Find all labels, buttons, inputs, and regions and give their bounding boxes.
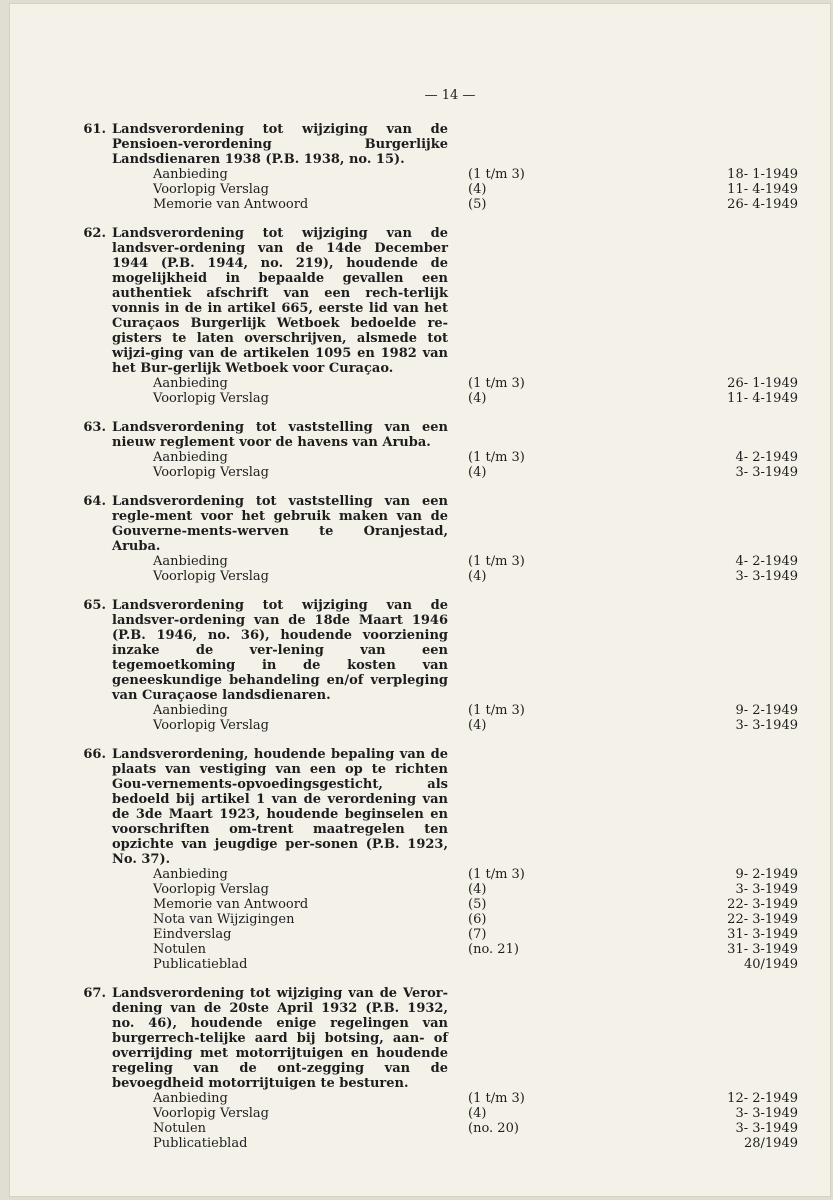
entry-heading: [10, 122, 830, 167]
document-date: 4- 2-1949: [735, 450, 798, 465]
document-label: Voorlopig Verslag: [153, 718, 269, 733]
document-label: Aanbieding: [153, 1091, 228, 1106]
document-row: [10, 465, 830, 480]
document-date: 28/1949: [743, 1136, 798, 1151]
entry-number: 63.: [83, 420, 106, 435]
document-label: Nota van Wijzigingen: [153, 912, 295, 927]
document-row: [10, 391, 830, 406]
entry-number: 64.: [83, 494, 106, 509]
document-page: [10, 4, 830, 1196]
list-item: [10, 226, 830, 406]
document-date: 11- 4-1949: [727, 391, 798, 406]
document-reference: [468, 1136, 588, 1151]
document-reference: (4): [468, 465, 487, 480]
document-reference: (1 t/m 3): [468, 703, 525, 718]
document-reference: (1 t/m 3): [468, 867, 525, 882]
document-row: [10, 182, 830, 197]
document-label: Memorie van Antwoord: [153, 197, 309, 212]
document-label: Voorlopig Verslag: [153, 182, 269, 197]
document-reference: (4): [468, 1106, 487, 1121]
page-number: — 14 —: [424, 88, 476, 103]
document-row: [10, 882, 830, 897]
document-row: [10, 167, 830, 182]
entry-number: 61.: [83, 122, 106, 137]
document-label: Publicatieblad: [153, 957, 248, 972]
entries-list: [10, 122, 830, 1165]
entry-number: 62.: [83, 226, 106, 241]
document-date: 11- 4-1949: [727, 182, 798, 197]
entry-title: Landsverordening tot vaststelling van een regle-ment voor het gebruik maken van de Gouverne-ments-werven te Oranjestad, Aruba.: [112, 494, 448, 554]
document-reference: (1 t/m 3): [468, 554, 525, 569]
list-item: [10, 122, 830, 212]
document-reference: (1 t/m 3): [468, 167, 525, 182]
document-date: 31- 3-1949: [727, 942, 798, 957]
document-row: [10, 376, 830, 391]
document-date: 12- 2-1949: [727, 1091, 798, 1106]
document-date: 18- 1-1949: [727, 167, 798, 182]
document-reference: (1 t/m 3): [468, 1091, 525, 1106]
document-row: [10, 1106, 830, 1121]
document-date: 3- 3-1949: [735, 718, 798, 733]
document-date: 9- 2-1949: [735, 703, 798, 718]
document-row: [10, 450, 830, 465]
document-date: 40/1949: [743, 957, 798, 972]
document-row: [10, 957, 830, 972]
document-label: Aanbieding: [153, 167, 228, 182]
entry-title: Landsverordening tot wijziging van de Pensioen-verordening Burgerlijke Landsdienaren 1938 (P.B. 1938, no. 15).: [112, 122, 448, 167]
document-label: Publicatieblad: [153, 1136, 248, 1151]
entry-title: Landsverordening, houdende bepaling van de plaats van vestiging van een op te richten Gou-vernements-opvoedingsgesticht, als bedoeld bij artikel 1 van de verordening van de 3de Maart 1923, houdende beginselen en voorschriften om-trent maatregelen ten opzichte van jeugdige per-sonen (P.B. 1923, No. 37).: [112, 747, 448, 867]
document-date: 3- 3-1949: [735, 1121, 798, 1136]
document-date: 26- 4-1949: [727, 197, 798, 212]
document-row: [10, 718, 830, 733]
entry-heading: [10, 986, 830, 1091]
document-label: Voorlopig Verslag: [153, 1106, 269, 1121]
entry-number: 66.: [83, 747, 106, 762]
document-label: Aanbieding: [153, 450, 228, 465]
document-label: Aanbieding: [153, 376, 228, 391]
entry-heading: [10, 747, 830, 867]
document-reference: (4): [468, 718, 487, 733]
document-date: 22- 3-1949: [727, 897, 798, 912]
entry-title: Landsverordening tot wijziging van de landsver-ordening van de 18de Maart 1946 (P.B. 1946, no. 36), houdende voorziening inzake de ver-lening van een tegemoetkoming in de kosten van geneeskundige behandeling en/of verpleging van Curaçaose landsdienaren.: [112, 598, 448, 703]
document-date: 9- 2-1949: [735, 867, 798, 882]
document-label: Aanbieding: [153, 867, 228, 882]
document-label: Aanbieding: [153, 703, 228, 718]
list-item: [10, 420, 830, 480]
document-date: 3- 3-1949: [735, 569, 798, 584]
document-label: Eindverslag: [153, 927, 232, 942]
document-reference: (6): [468, 912, 487, 927]
document-date: 3- 3-1949: [735, 465, 798, 480]
document-reference: (4): [468, 569, 487, 584]
document-reference: (no. 20): [468, 1121, 519, 1136]
list-item: [10, 598, 830, 733]
document-row: [10, 867, 830, 882]
document-date: 3- 3-1949: [735, 1106, 798, 1121]
document-row: [10, 1136, 830, 1151]
entry-title: Landsverordening tot wijziging van de Veror-dening van de 20ste April 1932 (P.B. 1932, no. 46), houdende enige regelingen van burgerrech-telijke aard bij botsing, aan- of overrijding met motorrijtuigen en houdende regeling van de ont-zegging van de bevoegdheid motorrijtuigen te besturen.: [112, 986, 448, 1091]
document-row: [10, 912, 830, 927]
document-date: 4- 2-1949: [735, 554, 798, 569]
document-label: Voorlopig Verslag: [153, 391, 269, 406]
document-row: [10, 1091, 830, 1106]
document-reference: (5): [468, 897, 487, 912]
document-reference: (5): [468, 197, 487, 212]
document-label: Voorlopig Verslag: [153, 465, 269, 480]
entry-number: 65.: [83, 598, 106, 613]
document-reference: (1 t/m 3): [468, 450, 525, 465]
document-row: [10, 942, 830, 957]
document-label: Voorlopig Verslag: [153, 882, 269, 897]
document-label: Notulen: [153, 1121, 207, 1136]
document-reference: [468, 957, 588, 972]
document-reference: (4): [468, 182, 487, 197]
document-row: [10, 554, 830, 569]
entry-number: 67.: [83, 986, 106, 1001]
document-reference: (4): [468, 391, 487, 406]
entry-heading: [10, 494, 830, 554]
document-reference: (7): [468, 927, 487, 942]
entry-title: Landsverordening tot wijziging van de landsver-ordening van de 14de December 1944 (P.B. 1944, no. 219), houdende de mogelijkheid in bepaalde gevallen een authentiek afschrift van een rech-terlijk vonnis in de in artikel 665, eerste lid van het Curaçaos Burgerlijk Wetboek bedoelde re-gisters te laten overschrijven, alsmede tot wijzi-ging van de artikelen 1095 en 1982 van het Bur-gerlijk Wetboek voor Curaçao.: [112, 226, 448, 376]
document-row: [10, 897, 830, 912]
document-label: Memorie van Antwoord: [153, 897, 309, 912]
entry-heading: [10, 420, 830, 450]
document-row: [10, 1121, 830, 1136]
list-item: [10, 986, 830, 1151]
document-date: 26- 1-1949: [727, 376, 798, 391]
document-date: 3- 3-1949: [735, 882, 798, 897]
entry-title: Landsverordening tot vaststelling van een nieuw reglement voor de havens van Aruba.: [112, 420, 448, 450]
document-reference: (no. 21): [468, 942, 519, 957]
entry-heading: [10, 598, 830, 703]
document-row: [10, 927, 830, 942]
document-row: [10, 197, 830, 212]
document-label: Aanbieding: [153, 554, 228, 569]
list-item: [10, 747, 830, 972]
document-date: 31- 3-1949: [727, 927, 798, 942]
document-row: [10, 569, 830, 584]
document-label: Notulen: [153, 942, 207, 957]
document-reference: (1 t/m 3): [468, 376, 525, 391]
entry-heading: [10, 226, 830, 376]
document-label: Voorlopig Verslag: [153, 569, 269, 584]
document-row: [10, 703, 830, 718]
document-reference: (4): [468, 882, 487, 897]
list-item: [10, 494, 830, 584]
document-date: 22- 3-1949: [727, 912, 798, 927]
